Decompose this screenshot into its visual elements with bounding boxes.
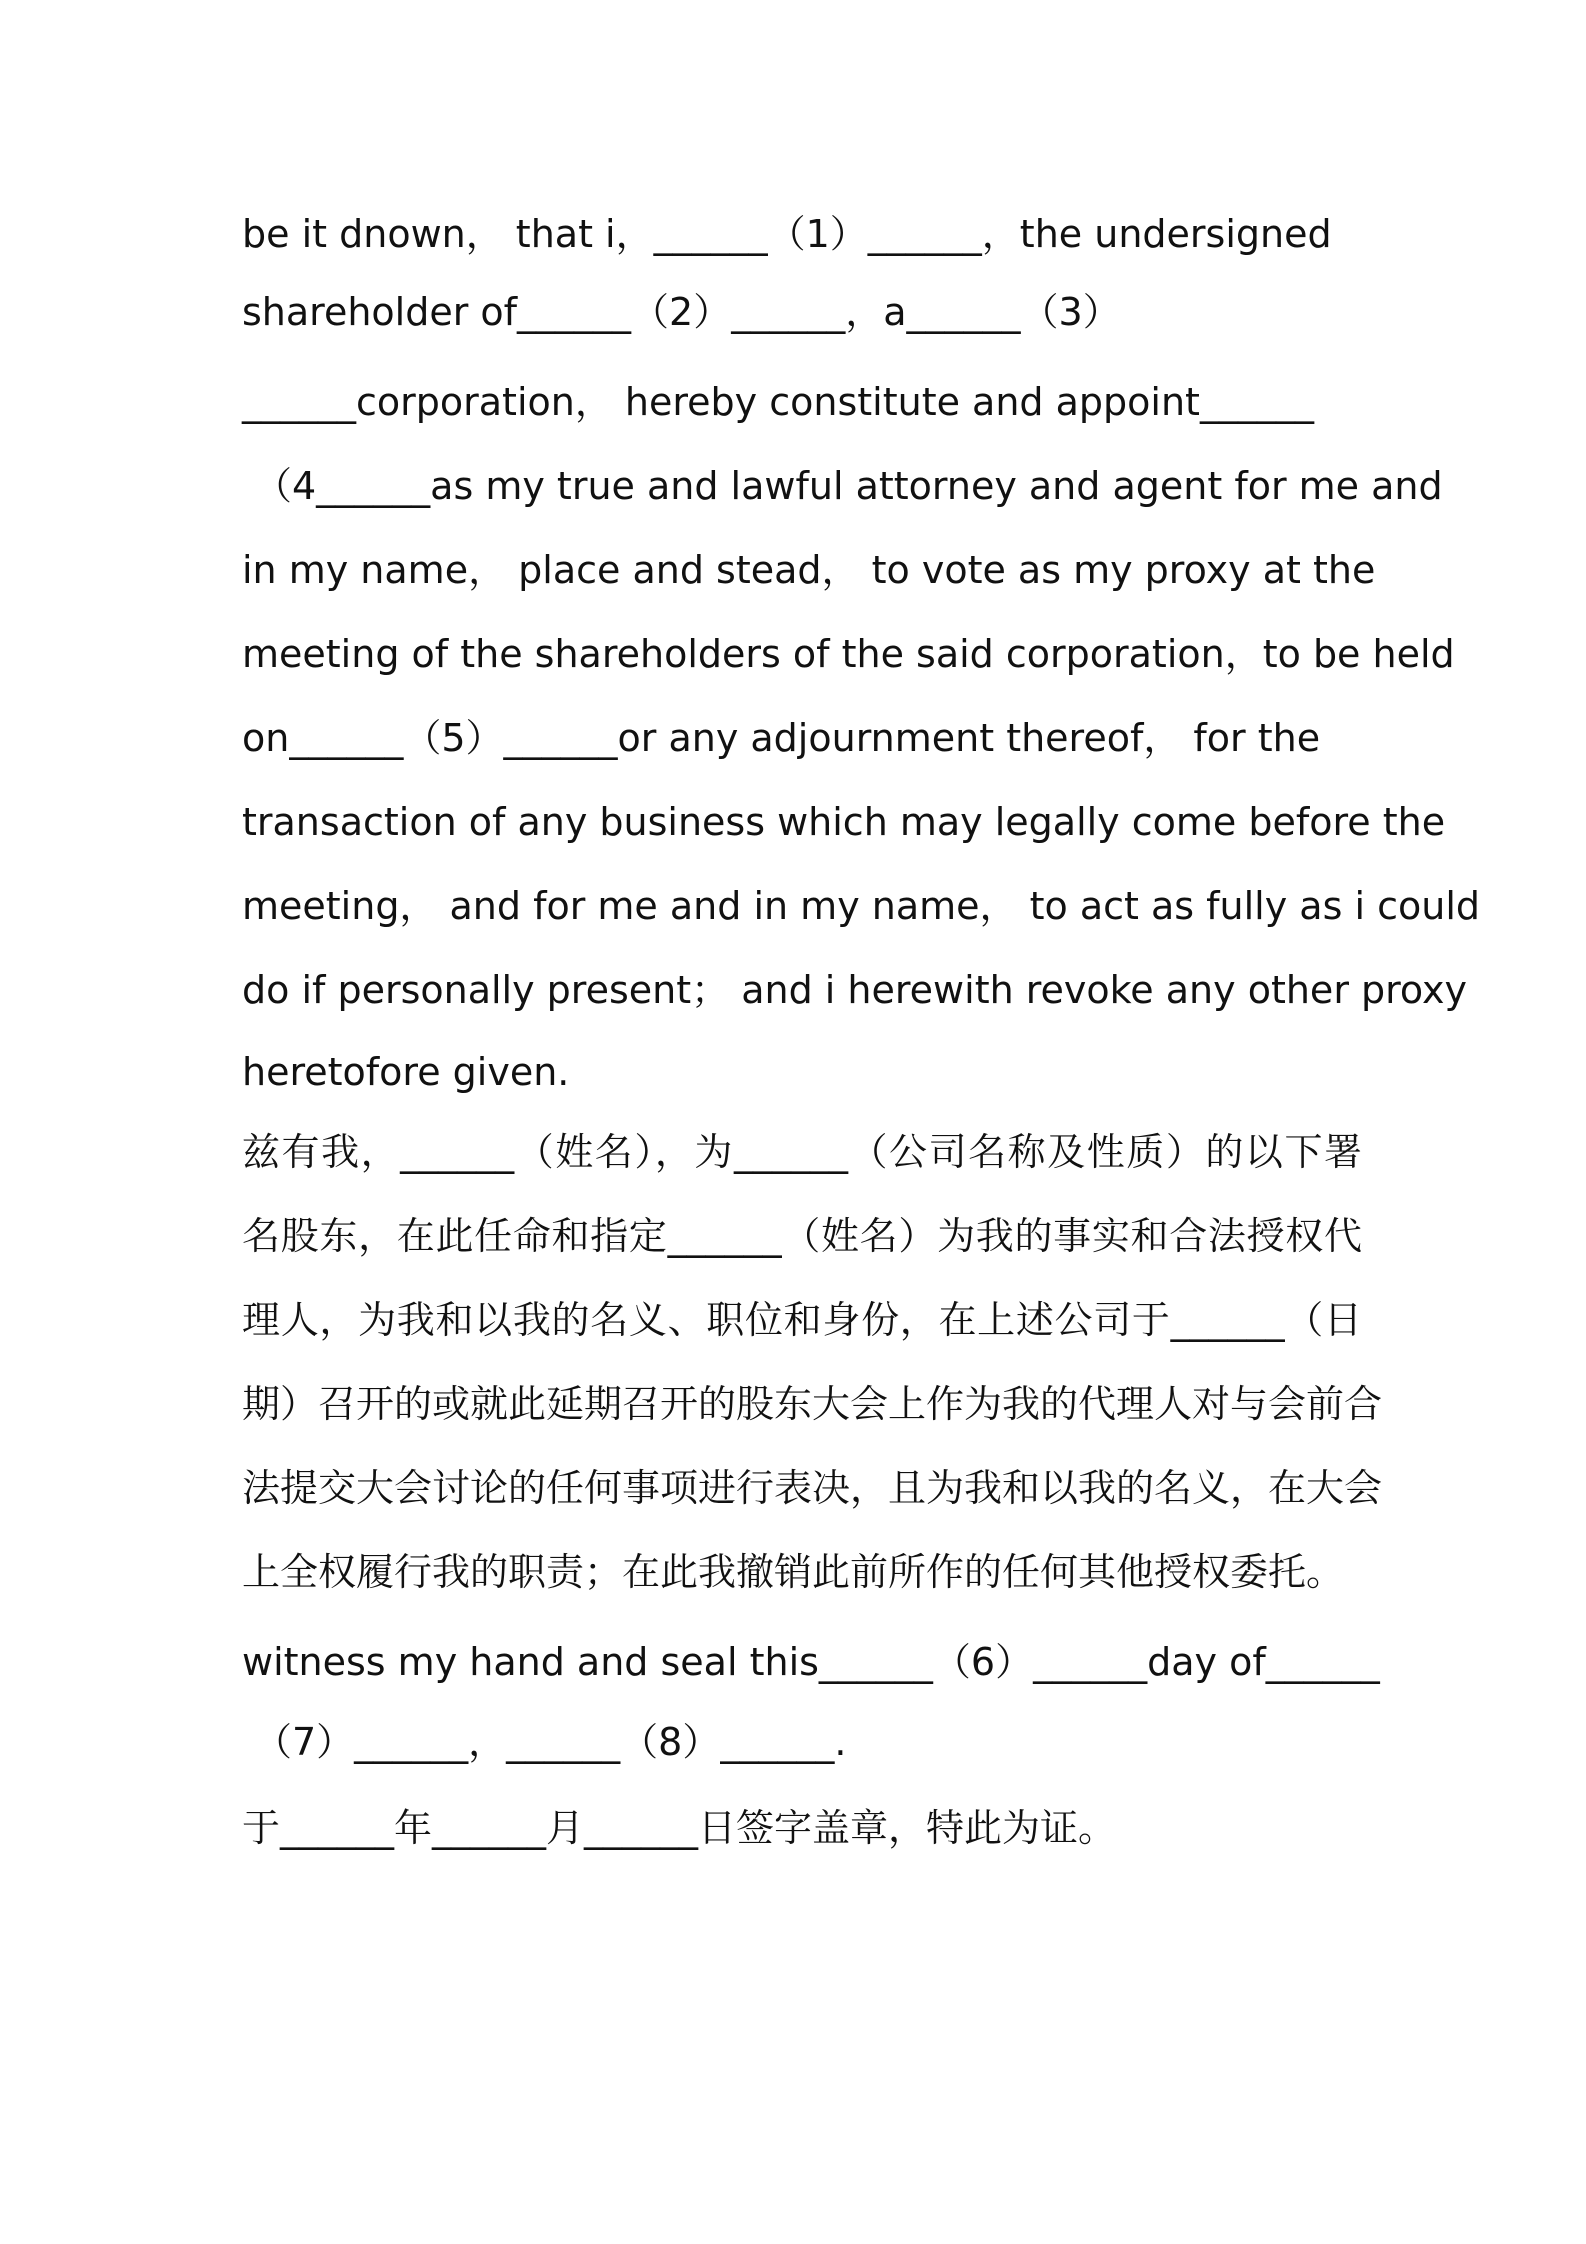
chinese-line-4: 期）召开的或就此延期召开的股东大会上作为我的代理人对与会前合: [242, 1382, 1383, 1426]
english-line-6: meeting of the shareholders of the said corporation，to be held: [242, 632, 1455, 676]
english-line-5: in my name， place and stead， to vote as my proxy at the: [242, 548, 1376, 592]
witness-english-line-2: （7）______，______（8）______.: [254, 1720, 847, 1764]
english-line-8: transaction of any business which may legally come before the: [242, 800, 1446, 844]
english-line-10: do if personally present； and i herewith revoke any other proxy: [242, 968, 1467, 1012]
english-line-4: （4______as my true and lawful attorney and agent for me and: [254, 464, 1443, 508]
chinese-line-2: 名股东，在此任命和指定______（姓名）为我的事实和合法授权代: [242, 1214, 1362, 1258]
witness-chinese-line: 于______年______月______日签字盖章，特此为证。: [242, 1806, 1117, 1850]
witness-english-line-1: witness my hand and seal this______（6）______day of______: [242, 1640, 1380, 1684]
english-line-1: be it dnown， that i，______（1）______，the undersigned: [242, 212, 1332, 256]
english-line-7: on______（5）______or any adjournment thereof， for the: [242, 716, 1321, 760]
english-line-2: shareholder of______（2）______，a______（3）: [242, 290, 1121, 334]
chinese-line-3: 理人，为我和以我的名义、职位和身份，在上述公司于______（日: [242, 1298, 1362, 1342]
chinese-line-5: 法提交大会讨论的任何事项进行表决，且为我和以我的名义，在大会: [242, 1466, 1383, 1510]
chinese-line-1: 兹有我，______（姓名），为______（公司名称及性质）的以下署: [242, 1130, 1362, 1174]
english-line-11: heretofore given.: [242, 1050, 570, 1094]
chinese-line-6: 上全权履行我的职责；在此我撤销此前所作的任何其他授权委托。: [242, 1550, 1345, 1594]
english-line-3: ______corporation， hereby constitute and appoint______: [242, 380, 1314, 424]
english-line-9: meeting， and for me and in my name， to act as fully as i could: [242, 884, 1481, 928]
